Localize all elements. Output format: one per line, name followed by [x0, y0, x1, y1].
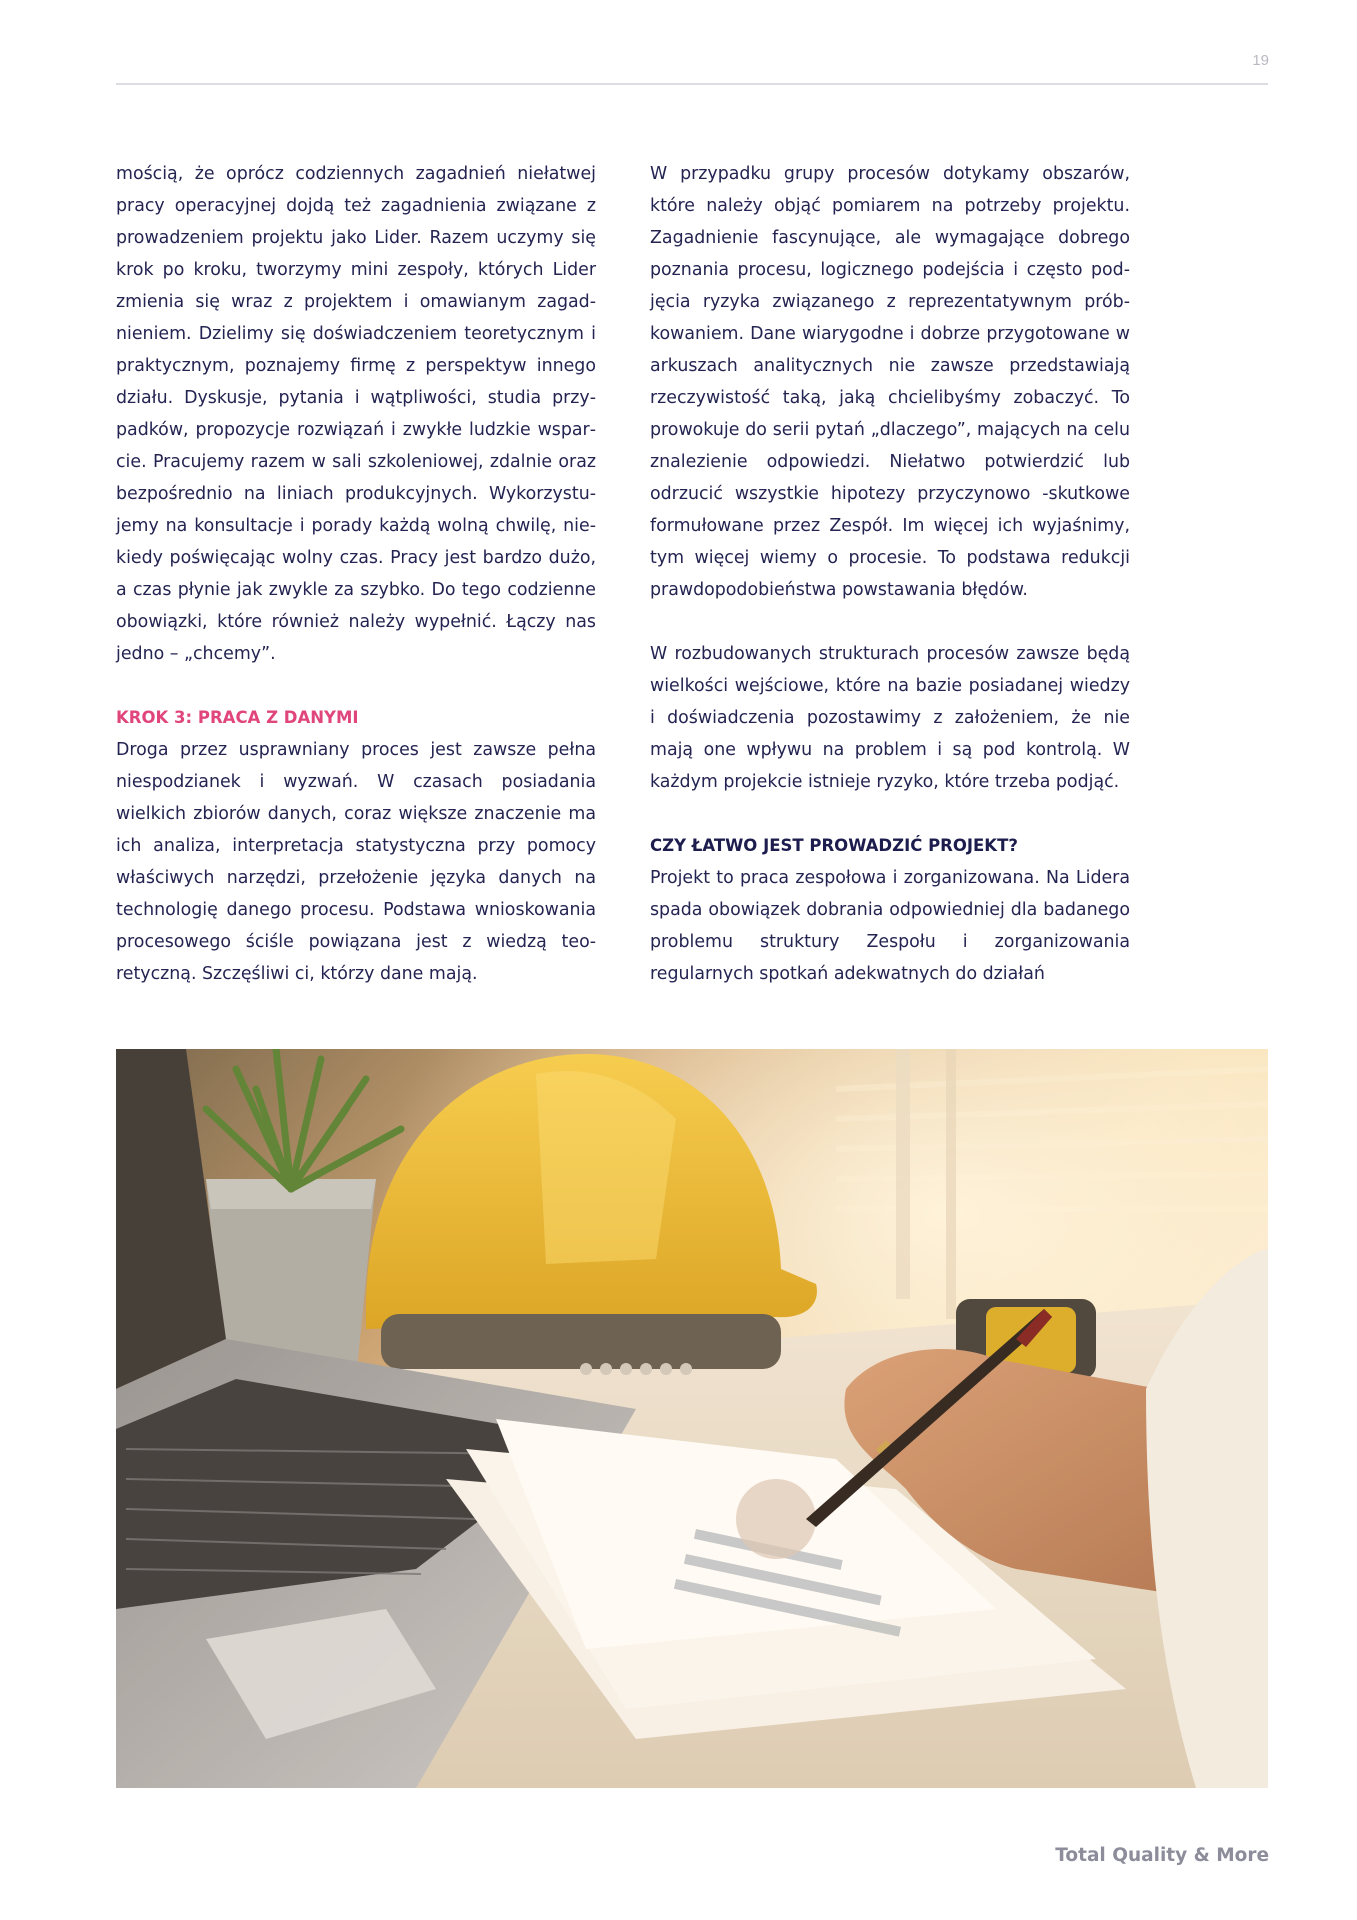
section-heading-project: CZY ŁATWO JEST PROWADZIĆ PROJEKT?: [650, 836, 1018, 855]
right-text-column: [650, 158, 1130, 990]
header-divider: [116, 83, 1268, 85]
right-paragraph-2: W rozbudowanych strukturach procesów zawsze będą wielkości wejściowe, które na bazie posiadanej wiedzy i doświadczenia pozostawimy z założeniem, że nie mają one wpływu na problem i są pod kontrolą. W każdym projekcie istnieje ryzyko, które trzeba podjąć.: [650, 644, 1130, 792]
left-text-column: [116, 158, 596, 990]
right-paragraph-1: W przypadku grupy procesów dotykamy obszarów, które należy objąć pomiarem na potrzeby projektu. Zagadnienie fascynujące, ale wymagające dobrego poznania procesu, logicznego podejścia i często podjęcia ryzyka związanego z reprezentatywnym próbkowaniem. Dane wiarygodne i dobrze przygotowane w arkuszach analitycznych nie zawsze przedstawiają rzeczywistość taką, jaką chcielibyśmy zobaczyć. To prowokuje do serii pytań „dlaczego”, mających na celu znalezienie odpowiedzi. Niełatwo potwierdzić lub odrzucić wszystkie hipotezy przyczynowo -skutkowe formułowane przez Zespół. Im więcej ich wyjaśnimy, tym więcej wiemy o procesie. To podstawa redukcji prawdopodobieństwa powstawania błędów.: [650, 164, 1130, 600]
right-paragraph-3: Projekt to praca zespołowa i zorganizowana. Na Liderа spada obowiązek dobrania odpowiedniej dla badanego problemu struktury Zespołu i zorganizowania regularnych spotkań adekwatnych do działań: [650, 868, 1130, 984]
office-desk-photo: [116, 1049, 1268, 1788]
left-paragraph-2: Droga przez usprawniany proces jest zawsze pełna niespodzianek i wyzwań. W czasach posiadania wielkich zbiorów danych, coraz większe znaczenie ma ich analiza, interpretacja statystyczna przy pomocy właściwych narzędzi, przełożenie języka danych na technologię danego procesu. Podstawa wnioskowania procesowego ściśle powiązana jest z wiedzą teoretyczną. Szczęśliwi ci, którzy dane mają.: [116, 740, 596, 984]
left-paragraph-1: mością, że oprócz codziennych zagadnień niełatwej pracy operacyjnej dojdą też zagadnienia związane z prowadzeniem projektu jako Lider. Razem uczymy się krok po kroku, tworzymy mini zespoły, których Lider zmienia się wraz z projektem i omawianym zagadnieniem. Dzielimy się doświadczeniem teoretycznym i praktycznym, poznajemy firmę z perspektyw innego działu. Dyskusje, pytania i wątpliwości, studia przypadków, propozycje rozwiązań i zwykłe ludzkie wsparcie. Pracujemy razem w sali szkoleniowej, zdalnie oraz bezpośrednio na liniach produkcyjnych. Wykorzystujemy na konsultacje i porady każdą wolną chwilę, niekiedy poświęcając wolny czas. Pracy jest bardzo dużo, a czas płynie jak zwykle za szybko. Do tego codzienne obowiązki, które również należy wypełnić. Łączy nas jedno – „chcemy”.: [116, 164, 596, 664]
section-heading-step-3: KROK 3: PRACA Z DANYMI: [116, 708, 359, 727]
footer-brand: Total Quality & More: [1055, 1845, 1269, 1866]
page-number: 19: [1252, 52, 1269, 69]
